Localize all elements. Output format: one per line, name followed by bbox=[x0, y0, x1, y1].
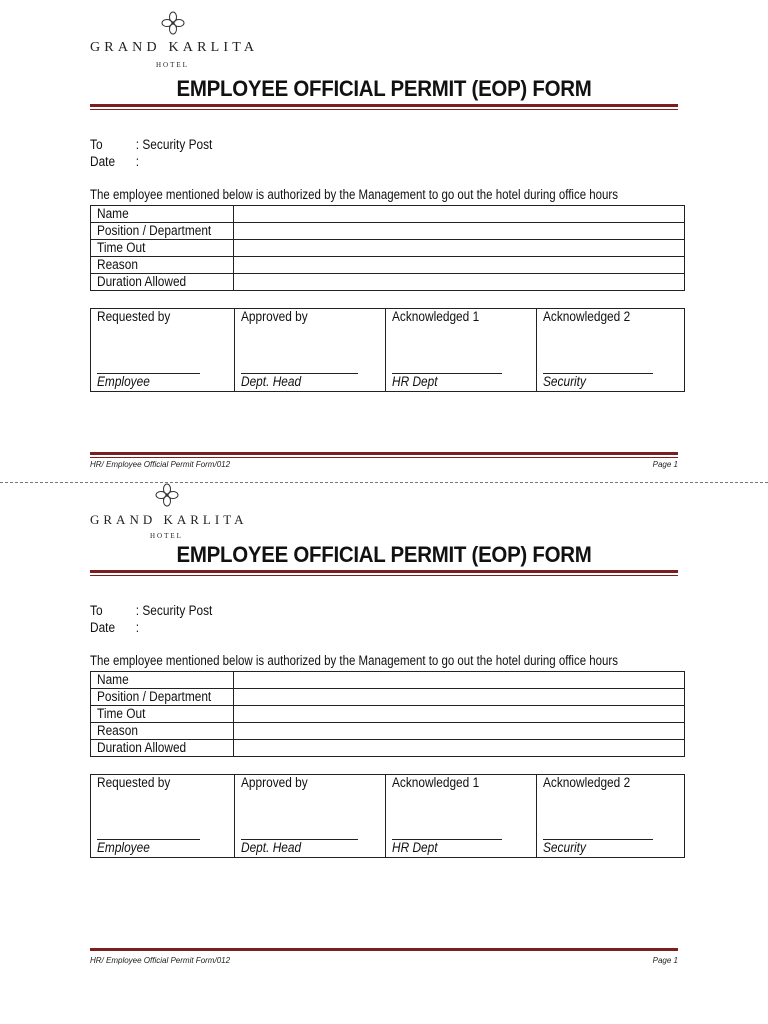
page-number: Page 1 bbox=[652, 956, 678, 965]
to-row bbox=[90, 603, 212, 618]
page-footer bbox=[90, 956, 678, 965]
authorization-statement: The employee mentioned below is authorized by the Management to go out the hotel during office hours bbox=[90, 187, 618, 202]
signature-table bbox=[90, 774, 685, 858]
signature-cell-acknowledged-1[interactable] bbox=[386, 309, 537, 392]
signature-role: HR Dept bbox=[392, 374, 438, 389]
employee-details-table bbox=[90, 671, 685, 757]
hotel-brand-subtitle: HOTEL bbox=[150, 532, 183, 540]
to-row bbox=[90, 137, 212, 152]
table-row bbox=[91, 206, 685, 223]
signature-role: Security bbox=[543, 374, 586, 389]
form-code: HR/ Employee Official Permit Form/012 bbox=[90, 460, 231, 469]
hotel-logo bbox=[90, 10, 270, 74]
position-department-label: Position / Department bbox=[91, 223, 234, 240]
name-field[interactable] bbox=[233, 206, 684, 223]
time-out-label: Time Out bbox=[91, 706, 234, 723]
form-title: EMPLOYEE OFFICIAL PERMIT (EOP) FORM bbox=[176, 76, 592, 101]
footer-rule-thin bbox=[90, 457, 678, 458]
signature-heading: Acknowledged 2 bbox=[543, 309, 631, 324]
date-label: Date bbox=[90, 620, 116, 635]
reason-field[interactable] bbox=[233, 723, 684, 740]
duration-allowed-field[interactable] bbox=[233, 740, 684, 757]
form-title: EMPLOYEE OFFICIAL PERMIT (EOP) FORM bbox=[176, 542, 592, 567]
signature-heading: Requested by bbox=[97, 309, 171, 324]
signature-cell-requested[interactable] bbox=[91, 775, 235, 858]
permit-form-2 bbox=[0, 466, 768, 965]
reason-label: Reason bbox=[91, 723, 234, 740]
reason-field[interactable] bbox=[233, 257, 684, 274]
hotel-brand-subtitle: HOTEL bbox=[156, 61, 189, 69]
signature-cell-acknowledged-2[interactable] bbox=[537, 775, 685, 858]
name-label: Name bbox=[91, 672, 234, 689]
to-value: : Security Post bbox=[135, 603, 213, 618]
time-out-field[interactable] bbox=[233, 706, 684, 723]
table-row bbox=[91, 672, 685, 689]
to-value: : Security Post bbox=[135, 137, 213, 152]
clover-flower-icon bbox=[154, 482, 180, 508]
date-value: : bbox=[135, 154, 140, 169]
title-rule-thin bbox=[90, 575, 678, 576]
signature-table bbox=[90, 308, 685, 392]
signature-cell-acknowledged-2[interactable] bbox=[537, 309, 685, 392]
signature-role: Employee bbox=[97, 840, 150, 855]
form-code: HR/ Employee Official Permit Form/012 bbox=[90, 956, 231, 965]
signature-heading: Approved by bbox=[241, 775, 308, 790]
reason-label: Reason bbox=[91, 257, 234, 274]
table-row bbox=[91, 274, 685, 291]
signature-role: Security bbox=[543, 840, 586, 855]
signature-heading: Requested by bbox=[97, 775, 171, 790]
signature-cell-requested[interactable] bbox=[91, 309, 235, 392]
table-row bbox=[91, 706, 685, 723]
hotel-logo bbox=[90, 482, 270, 546]
duration-allowed-label: Duration Allowed bbox=[91, 740, 234, 757]
signature-heading: Acknowledged 2 bbox=[543, 775, 631, 790]
to-label: To bbox=[90, 603, 103, 618]
date-value: : bbox=[135, 620, 140, 635]
signature-heading: Acknowledged 1 bbox=[392, 775, 480, 790]
name-label: Name bbox=[91, 206, 234, 223]
clover-flower-icon bbox=[160, 10, 186, 36]
signature-cell-acknowledged-1[interactable] bbox=[386, 775, 537, 858]
hotel-brand-name: GRAND KARLITA bbox=[90, 40, 259, 55]
table-row bbox=[91, 723, 685, 740]
table-row bbox=[91, 240, 685, 257]
table-row bbox=[91, 689, 685, 706]
footer-rule-thick bbox=[90, 452, 678, 455]
signature-role: Employee bbox=[97, 374, 150, 389]
page-number: Page 1 bbox=[652, 460, 678, 469]
position-department-field[interactable] bbox=[233, 689, 684, 706]
permit-form-1 bbox=[0, 0, 768, 469]
duration-allowed-label: Duration Allowed bbox=[91, 274, 234, 291]
authorization-statement: The employee mentioned below is authorized by the Management to go out the hotel during office hours bbox=[90, 653, 618, 668]
position-department-field[interactable] bbox=[233, 223, 684, 240]
signature-heading: Acknowledged 1 bbox=[392, 309, 480, 324]
table-row bbox=[91, 223, 685, 240]
signature-cell-approved[interactable] bbox=[235, 775, 386, 858]
time-out-label: Time Out bbox=[91, 240, 234, 257]
signature-heading: Approved by bbox=[241, 309, 308, 324]
date-row bbox=[90, 620, 139, 635]
signature-role: Dept. Head bbox=[241, 374, 302, 389]
title-rule-thick bbox=[90, 570, 678, 573]
table-row bbox=[91, 740, 685, 757]
date-row bbox=[90, 154, 139, 169]
title-rule-thin bbox=[90, 109, 678, 110]
signature-role: HR Dept bbox=[392, 840, 438, 855]
to-label: To bbox=[90, 137, 103, 152]
time-out-field[interactable] bbox=[233, 240, 684, 257]
date-label: Date bbox=[90, 154, 116, 169]
hotel-brand-name: GRAND KARLITA bbox=[90, 512, 248, 527]
position-department-label: Position / Department bbox=[91, 689, 234, 706]
signature-cell-approved[interactable] bbox=[235, 309, 386, 392]
employee-details-table bbox=[90, 205, 685, 291]
table-row bbox=[91, 257, 685, 274]
name-field[interactable] bbox=[233, 672, 684, 689]
footer-rule-thick bbox=[90, 948, 678, 951]
duration-allowed-field[interactable] bbox=[233, 274, 684, 291]
signature-role: Dept. Head bbox=[241, 840, 302, 855]
title-rule-thick bbox=[90, 104, 678, 107]
